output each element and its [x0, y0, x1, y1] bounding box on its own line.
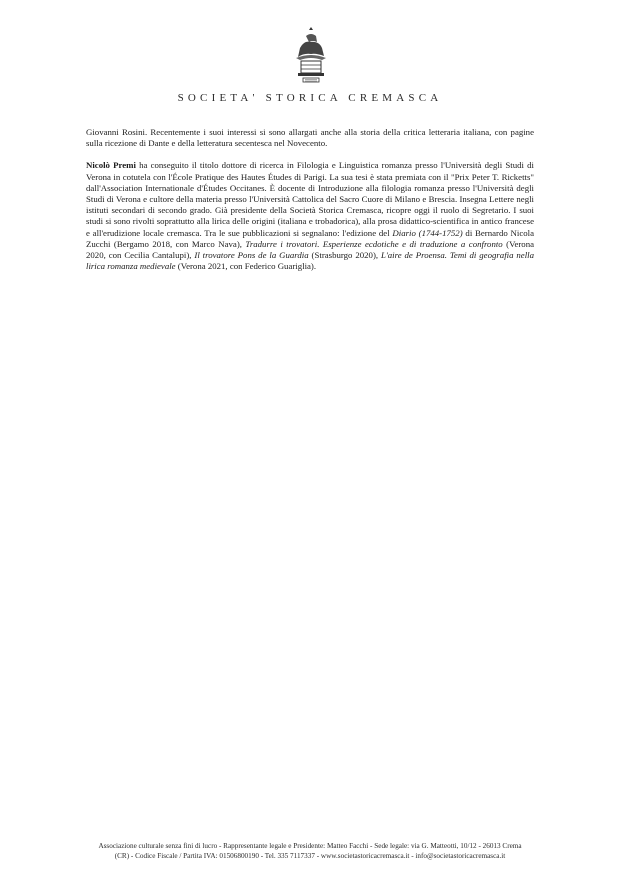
- bio-text: (Verona 2020, con Cecilia Cantalupi),: [86, 238, 535, 261]
- publication-title: Il trovatore Pons de la Guardia: [194, 250, 309, 261]
- bio-text: (Strasburgo 2020),: [308, 250, 381, 261]
- footer-line-2: (CR) - Codice Fiscale / Partita IVA: 01506800190 - Tel. 335 7117337 - www.societastoricacremasca.it - info@societastoricacremasca.it: [114, 851, 506, 860]
- bio-text: (Verona 2021, con Federico Guariglia).: [175, 261, 317, 272]
- society-name: SOCIETA' STORICA CREMASCA: [177, 92, 443, 104]
- publication-title: Diario (1744-1752): [392, 227, 463, 238]
- bio-text: ha conseguito il titolo dottore di ricerca in Filologia e Linguistica romanza presso l'Università degli Studi di Verona in cotutela con l'École Pratique des Hautes Études di Parigi. La sua tesi è stata premiata con il "Prix Peter T. Ricketts" dall'Association Internationale d'Études Occitanes. È docente di Introduzione alla filologia romanza presso l'Università degli Studi di Verona e cultore della materia presso l'Università Cattolica del Sacro Cuore di Milano e Brescia. Insegna Lettere negli istituti secondari di secondo grado. Già presidente della Società Storica Cremasca, ricopre oggi il ruolo di Segretario. I suoi studi si sono rivolti soprattutto alla lirica delle origini (italiana e trobadorica), alla prosa didattico-scientifica in antico francese e all'erudizione locale cremasca. Tra le sue pubblicazioni si segnalano: l'edizione del: [86, 160, 535, 238]
- footer: [60, 842, 560, 861]
- footer-line-1: Associazione culturale senza fini di lucro - Rappresentante legale e Presidente: Matteo Facchi - Sede legale: via G. Matteotti, 10/12 - 26013 Crema: [98, 842, 522, 850]
- publication-title: Tradurre i trovatori. Esperienze ecdotiche e di traduzione a confronto: [245, 238, 503, 249]
- author-name: Nicolò Premi: [86, 160, 136, 171]
- document-body: [86, 127, 534, 283]
- bio-text: di Bernardo Nicola Zucchi (Bergamo 2018, con Marco Nava),: [86, 227, 534, 249]
- paragraph-rosini: Giovanni Rosini. Recentemente i suoi interessi si sono allargati anche alla storia della critica letteraria italiana, con pagine sulla ricezione di Dante e della letteratura secentesca nel Novecento.: [86, 127, 534, 149]
- publication-title: L'aire de Proensa. Temi di geografia nella lirica romanza medievale: [86, 250, 534, 272]
- paragraph-premi: [86, 160, 534, 272]
- society-emblem-icon: [286, 26, 336, 84]
